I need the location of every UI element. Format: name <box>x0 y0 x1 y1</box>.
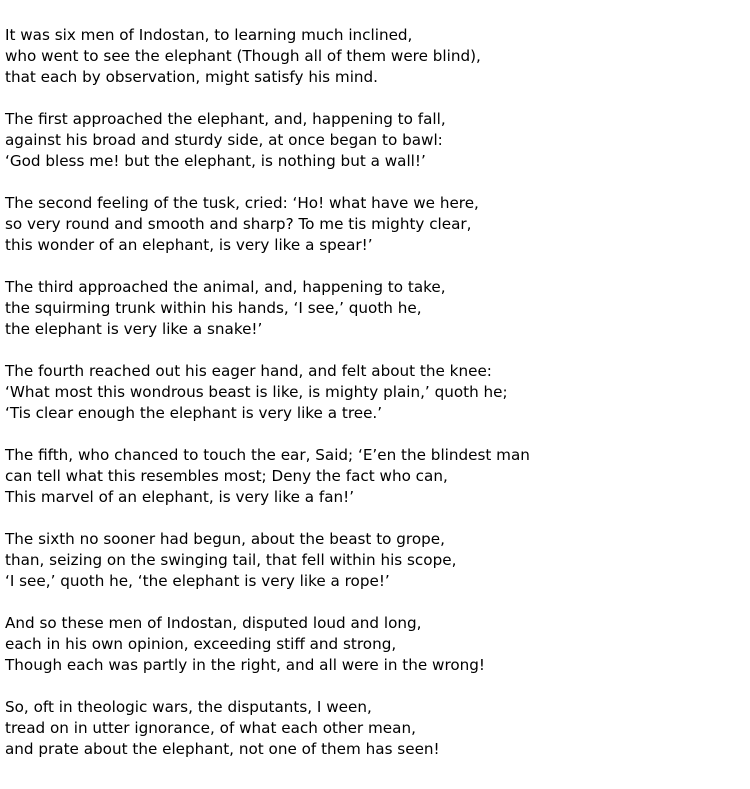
poem-line: The third approached the animal, and, happening to take, <box>5 278 446 296</box>
poem-line: The fifth, who chanced to touch the ear, Said; ‘E’en the blindest man <box>5 446 530 464</box>
poem-line: can tell what this resembles most; Deny the fact who can, <box>5 467 448 485</box>
poem-line: The second feeling of the tusk, cried: ‘Ho! what have we here, <box>5 194 479 212</box>
stanza-4 <box>5 277 745 340</box>
poem-line: And so these men of Indostan, disputed loud and long, <box>5 614 422 632</box>
poem-line: the squirming trunk within his hands, ‘I see,’ quoth he, <box>5 299 422 317</box>
poem-line: so very round and smooth and sharp? To me tis mighty clear, <box>5 215 472 233</box>
poem-line: The first approached the elephant, and, happening to fall, <box>5 110 446 128</box>
poem-line: Though each was partly in the right, and all were in the wrong! <box>5 656 486 674</box>
poem-line: than, seizing on the swinging tail, that fell within his scope, <box>5 551 457 569</box>
stanza-1 <box>5 25 745 88</box>
poem-line: who went to see the elephant (Though all of them were blind), <box>5 47 481 65</box>
poem-line: ‘Tis clear enough the elephant is very like a tree.’ <box>5 404 383 422</box>
poem-line: The fourth reached out his eager hand, and felt about the knee: <box>5 362 492 380</box>
poem-line: ‘I see,’ quoth he, ‘the elephant is very like a rope!’ <box>5 572 390 590</box>
poem-line: each in his own opinion, exceeding stiff and strong, <box>5 635 397 653</box>
poem-line: tread on in utter ignorance, of what each other mean, <box>5 719 416 737</box>
poem-line: that each by observation, might satisfy his mind. <box>5 68 379 86</box>
poem-line: this wonder of an elephant, is very like a spear!’ <box>5 236 373 254</box>
poem-line: and prate about the elephant, not one of them has seen! <box>5 740 440 758</box>
poem-line: So, oft in theologic wars, the disputants, I ween, <box>5 698 372 716</box>
stanza-2 <box>5 109 745 172</box>
poem-line: This marvel of an elephant, is very like a fan!’ <box>5 488 355 506</box>
stanza-7 <box>5 529 745 592</box>
stanza-3 <box>5 193 745 256</box>
stanza-6 <box>5 445 745 508</box>
stanza-5 <box>5 361 745 424</box>
poem-line: The sixth no sooner had begun, about the beast to grope, <box>5 530 445 548</box>
poem-text <box>5 25 745 781</box>
poem-line: against his broad and sturdy side, at once began to bawl: <box>5 131 443 149</box>
stanza-9 <box>5 697 745 760</box>
poem-line: ‘What most this wondrous beast is like, is mighty plain,’ quoth he; <box>5 383 508 401</box>
poem-line: It was six men of Indostan, to learning much inclined, <box>5 26 413 44</box>
poem-line: the elephant is very like a snake!’ <box>5 320 263 338</box>
poem-line: ‘God bless me! but the elephant, is nothing but a wall!’ <box>5 152 426 170</box>
stanza-8 <box>5 613 745 676</box>
